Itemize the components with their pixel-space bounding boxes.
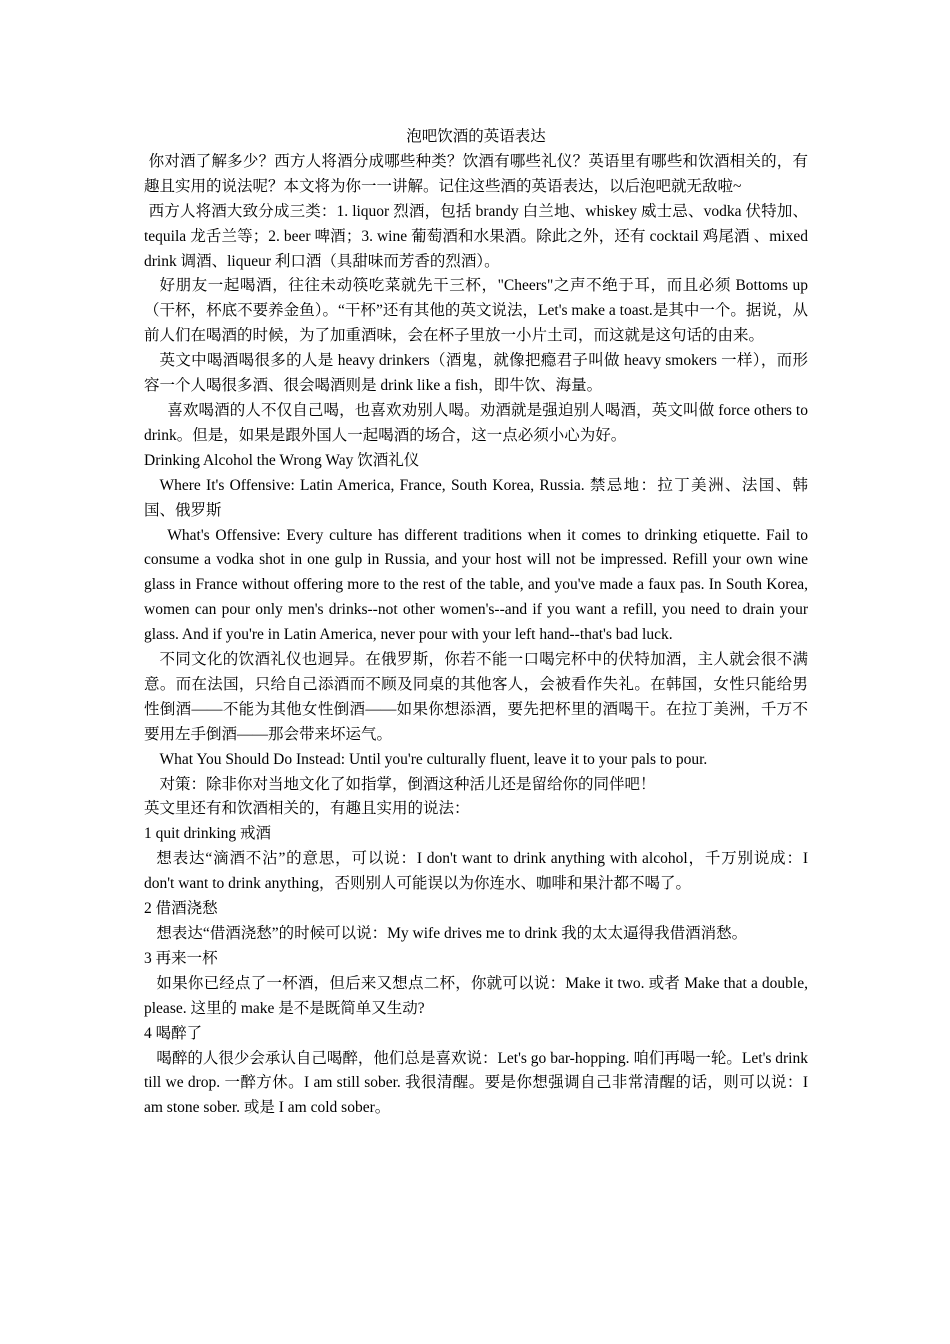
paragraph-force-drink: 喜欢喝酒的人不仅自己喝，也喜欢劝别人喝。劝酒就是强迫别人喝酒，英文叫做 force others to drink。但是，如果是跟外国人一起喝酒的场合，这一点必须小心为好。 — [144, 401, 808, 444]
paragraph-culture-translation: 不同文化的饮酒礼仪也迥异。在俄罗斯，你若不能一口喝完杯中的伏特加酒，主人就会很不满意。而在法国，只给自己添酒而不顾及同桌的其他客人，会被看作失礼。在韩国，女性只能给男性倒酒——不能为其他女性倒酒——如果你想添酒，要先把杯里的酒喝干。在拉丁美洲，千万不要用左手倒酒——那会带来坏运气。 — [144, 651, 808, 743]
paragraph-where-offensive: Where It's Offensive: Latin America, France, South Korea, Russia. 禁忌地：拉丁美洲、法国、韩国、俄罗斯 — [144, 476, 808, 519]
paragraph-strategy: 对策：除非你对当地文化了如指掌，倒酒这种活儿还是留给你的同伴吧！ — [159, 775, 656, 793]
item-heading-2: 2 借酒浇愁 — [144, 900, 218, 918]
paragraph-what-to-do: What You Should Do Instead: Until you're culturally fluent, leave it to your pals to pour. — [159, 750, 708, 768]
item-text-2: 想表达“借酒浇愁”的时候可以说：My wife drives me to drink 我的太太逼得我借酒消愁。 — [156, 925, 748, 942]
paragraph-categories: 西方人将酒大致分成三类：1. liquor 烈酒，包括 brandy 白兰地、whiskey 威士忌、vodka 伏特加、tequila 龙舌兰等；2. beer 啤酒；3. wine 葡萄酒和水果酒。除此之外，还有 cocktail 鸡尾酒 、mixed drink 调酒、liqueur 利口酒（具甜味而芳香的烈酒）。 — [144, 202, 808, 270]
document-title: 泡吧饮酒的英语表达 — [406, 128, 546, 145]
item-text-4: 喝醉的人很少会承认自己喝醉，他们总是喜欢说：Let's go bar-hopping. 咱们再喝一轮。Let's drink till we drop. 一醉方休。I am still sober. 我很清醒。要是你想强调自己非常清醒的话，则可以说：I am stone sober. 或是 I am cold sober。 — [144, 1049, 808, 1117]
item-heading-1: 1 quit drinking 戒酒 — [144, 825, 272, 843]
paragraph-whats-offensive: What's Offensive: Every culture has different traditions when it comes to drinking etiquette. Fail to consume a vodka shot in one gulp in Russia, and your host will not be impressed. Refill your own wine glass in France without offering more to the rest of the table, and you've made a faux pas. In South Korea, women can pour only men's drinks--not other women's--and if you want a refill, you need to drain your glass. And if you're in Latin America, never pour with your left hand--that's bad luck. — [144, 526, 808, 644]
paragraph-intro: 你对酒了解多少？西方人将酒分成哪些种类？饮酒有哪些礼仪？英语里有哪些和饮酒相关的，有趣且实用的说法呢？本文将为你一一讲解。记住这些酒的英语表达，以后泡吧就无敌啦~ — [144, 152, 808, 195]
paragraph-cheers: 好朋友一起喝酒，往往未动筷吃菜就先干三杯，"Cheers"之声不绝于耳，而且必须 Bottoms up（干杯，杯底不要养金鱼）。“干杯”还有其他的英文说法，Let's make a toast.是其中一个。据说，从前人们在喝酒的时候，为了加重酒味，会在杯子里放一小片土司，而这就是这句话的由来。 — [144, 277, 808, 345]
section-heading-etiquette: Drinking Alcohol the Wrong Way 饮酒礼仪 — [144, 451, 420, 469]
paragraph-heavy-drinkers: 英文中喝酒喝很多的人是 heavy drinkers（酒鬼，就像把瘾君子叫做 heavy smokers 一样），而形容一个人喝很多酒、很会喝酒则是 drink like a fish，即牛饮、海量。 — [144, 352, 808, 395]
item-text-1: 想表达“滴酒不沾”的意思，可以说：I don't want to drink anything with alcohol，千万别说成：I don't want to drink anything，否则别人可能误以为你连水、咖啡和果汁都不喝了。 — [144, 850, 808, 893]
document-page — [144, 125, 808, 1121]
paragraph-expressions-intro: 英文里还有和饮酒相关的，有趣且实用的说法： — [144, 800, 470, 818]
item-text-3: 如果你已经点了一杯酒，但后来又想点二杯，你就可以说：Make it two. 或者 Make that a double, please. 这里的 make 是不是既简单又生动? — [144, 974, 808, 1017]
item-heading-4: 4 喝醉了 — [144, 1024, 203, 1042]
item-heading-3: 3 再来一杯 — [144, 949, 218, 967]
